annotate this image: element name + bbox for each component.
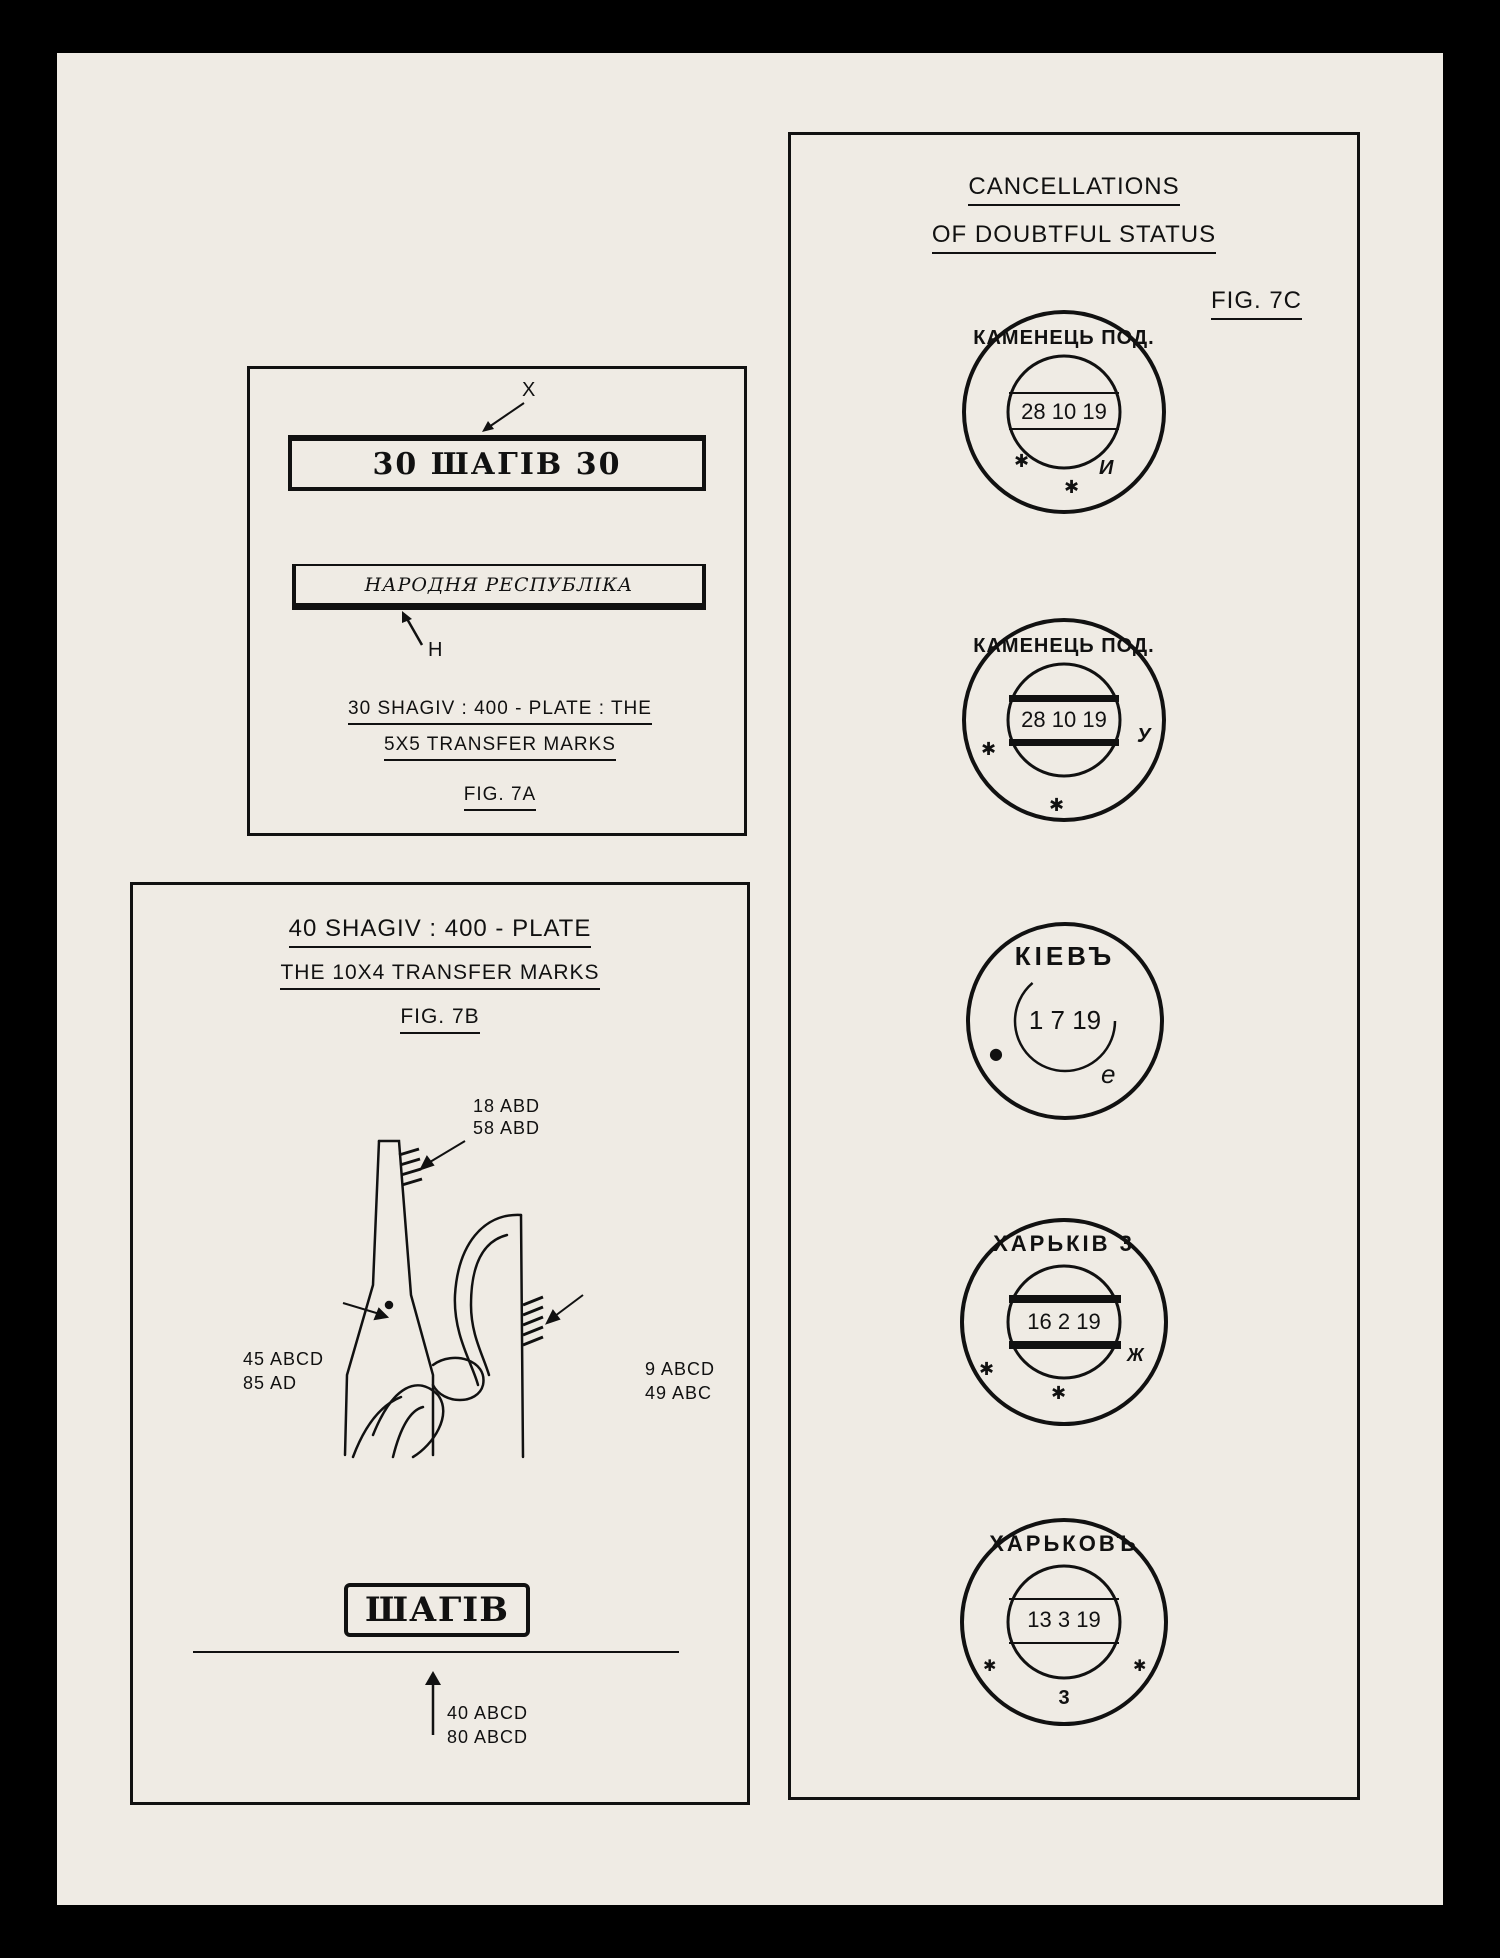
mark-top-line-1: 18 ABD	[473, 1096, 541, 1116]
caption-line-1: 30 SHAGIV : 400 - PLATE : THE	[348, 698, 652, 725]
shagiv-word: ШАГІВ	[365, 1590, 509, 1630]
svg-text:✱: ✱	[983, 1656, 997, 1675]
fig-7b-label: FIG. 7B	[400, 1005, 479, 1034]
stamp-top-text: 30 ШАГІВ 30	[372, 446, 622, 482]
svg-text:✱: ✱	[1064, 477, 1080, 498]
marker-x-label: X	[522, 379, 537, 401]
postmark-town: КАМЕНЕЦЬ ПОД.	[973, 635, 1155, 657]
trident-detail-drawing	[283, 1135, 603, 1465]
postmark-date: 28 10 19	[1021, 707, 1107, 732]
shagiv-word-block	[344, 1583, 530, 1637]
postmark-code: У	[1137, 725, 1151, 747]
mark-left-line-2: 85 AD	[243, 1373, 298, 1393]
stamp-bottom-text: НАРОДНЯ РЕСПУБЛІКА	[364, 573, 634, 596]
svg-text:●: ●	[989, 1044, 1003, 1063]
title-line-2: THE 10X4 TRANSFER MARKS	[280, 961, 599, 990]
fig-7b-title	[133, 907, 747, 1039]
arrow-up-icon	[423, 1671, 443, 1737]
arrow-x-icon	[480, 399, 530, 435]
stamp-top-bar	[288, 435, 706, 491]
mark-bottom-line-2: 80 ABCD	[447, 1727, 529, 1747]
postmark-town: ХАРЬКОВЪ	[989, 1531, 1139, 1556]
fig-7c-label-wrap	[1211, 287, 1302, 315]
baseline-rule	[193, 1651, 679, 1653]
fig-7c-title	[791, 163, 1357, 259]
arrow-h-icon	[400, 611, 430, 651]
postmark-town: ХАРЬКІВ 3	[993, 1231, 1135, 1256]
mark-right-line-2: 49 ABC	[645, 1383, 713, 1403]
fig-7c-label: FIG. 7C	[1211, 287, 1302, 320]
postmark	[959, 615, 1169, 825]
mark-right-line-1: 9 ABCD	[645, 1359, 716, 1379]
svg-text:✱: ✱	[1051, 1383, 1067, 1404]
svg-text:✱: ✱	[1133, 1656, 1147, 1675]
title-line-1: CANCELLATIONS	[968, 173, 1179, 206]
fig-7a-label: FIG. 7A	[464, 784, 536, 811]
svg-text:✱: ✱	[981, 739, 997, 760]
postmark-code: 3	[1058, 1687, 1070, 1709]
svg-text:✱: ✱	[1049, 795, 1065, 816]
postmark	[959, 307, 1169, 517]
fig-7c-panel	[788, 132, 1360, 1800]
title-line-1: 40 SHAGIV : 400 - PLATE	[289, 915, 592, 948]
fig-7a-caption	[290, 691, 710, 813]
postmark	[957, 1515, 1171, 1729]
mark-left-label	[243, 1347, 324, 1395]
fig-7a-panel	[247, 366, 747, 836]
postmark-date: 1 7 19	[1028, 1005, 1102, 1035]
mark-bottom-line-1: 40 ABCD	[447, 1703, 529, 1723]
mark-left-line-1: 45 ABCD	[243, 1349, 325, 1369]
mark-top-label	[473, 1095, 540, 1139]
postmark-date: 28 10 19	[1021, 399, 1107, 424]
title-line-2: OF DOUBTFUL STATUS	[932, 221, 1216, 254]
marker-h-label: H	[428, 639, 444, 661]
postmark-town: КАМЕНЕЦЬ ПОД.	[973, 327, 1155, 349]
fig-7b-panel	[130, 882, 750, 1805]
postmark	[963, 919, 1167, 1123]
postmark	[957, 1215, 1171, 1429]
postmark-code: е	[1101, 1059, 1116, 1089]
caption-line-2: 5X5 TRANSFER MARKS	[384, 734, 616, 761]
mark-right-label	[645, 1357, 715, 1405]
postmark-code: Ж	[1127, 1345, 1144, 1365]
postmark-date: 16 2 19	[1027, 1309, 1101, 1334]
postmark-code: И	[1099, 457, 1114, 479]
postmark-date: 13 3 19	[1027, 1607, 1101, 1632]
svg-text:✱: ✱	[1014, 451, 1030, 472]
document-page	[57, 53, 1443, 1905]
svg-text:✱: ✱	[979, 1359, 995, 1380]
mark-bottom-label	[447, 1701, 528, 1749]
mark-top-line-2: 58 ABD	[473, 1118, 541, 1138]
stamp-bottom-bar	[292, 564, 706, 610]
postmark-town: КІЕВЪ	[1014, 941, 1116, 971]
